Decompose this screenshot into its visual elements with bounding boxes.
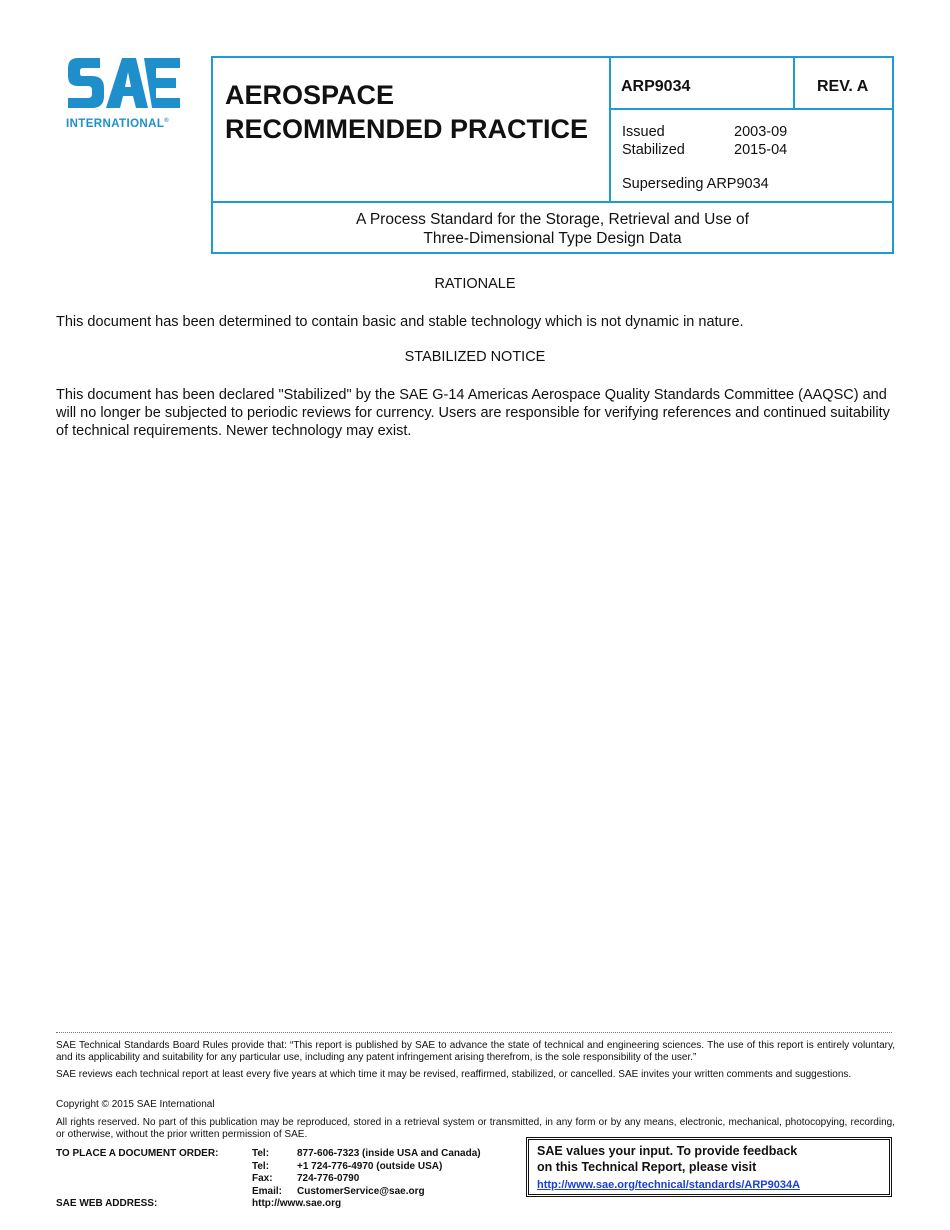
doc-number: ARP9034 [621, 78, 691, 95]
rights-text: All rights reserved. No part of this publication may be reproduced, stored in a retrieval system or transmitted, in any form or by any means, electronic, mechanical, photocopying, recording, or otherwise, without the prior written permission of SAE. [56, 1117, 895, 1140]
stabilized-notice-text: This document has been declared "Stabilized" by the SAE G-14 Americas Aerospace Quality Standards Committee (AAQSC) and will no longer be subjected to periodic reviews for currency. Users are responsible for verifying references and continued suitability of technical requirements. Newer technology may exist. [56, 387, 890, 439]
rationale-heading: RATIONALE [434, 276, 516, 292]
issued-date: 2003-09 [734, 124, 788, 140]
feedback-box [526, 1137, 892, 1197]
document-type-title: AEROSPACE RECOMMENDED PRACTICE [225, 80, 589, 144]
issued-label: Issued [622, 124, 665, 140]
order-label: TO PLACE A DOCUMENT ORDER: [56, 1148, 219, 1159]
dates-block [622, 123, 787, 159]
revision: REV. A [817, 78, 869, 95]
web-address-label: SAE WEB ADDRESS: [56, 1198, 158, 1209]
footer-divider [56, 1032, 892, 1033]
feedback-line-2: on this Technical Report, please visit [537, 1160, 757, 1174]
sae-logo [66, 54, 186, 134]
contact-row: Email: CustomerService@sae.org [252, 1185, 425, 1197]
document-header [211, 56, 894, 254]
review-text: SAE reviews each technical report at least every five years at which time it may be revised, reaffirmed, stabilized, or cancelled. SAE invites your written comments and suggestions. [56, 1069, 852, 1080]
contact-row: Fax: 724-776-0790 [252, 1173, 360, 1184]
stabilized-label: Stabilized [622, 142, 685, 158]
board-rules-text: SAE Technical Standards Board Rules provide that: “This report is published by SAE to advance the state of technical and engineering sciences. The use of this report is entirely voluntary, and its applicability and suitability for any particular use, including any patent infringement arising therefrom, is the sole responsibility of the user.” [56, 1040, 895, 1063]
web-address[interactable]: http://www.sae.org [252, 1198, 342, 1209]
feedback-line-1: SAE values your input. To provide feedback [537, 1144, 798, 1158]
sae-logo-mark [66, 54, 182, 112]
stabilized-date: 2015-04 [734, 142, 788, 158]
title-cell [213, 58, 611, 201]
feedback-link[interactable]: http://www.sae.org/technical/standards/ARP9034A [537, 1179, 801, 1191]
document-subtitle: A Process Standard for the Storage, Retrieval and Use of Three-Dimensional Type Design Data [213, 201, 892, 252]
contact-row: Tel: 877-606-7323 (inside USA and Canada) [252, 1148, 481, 1159]
contact-row: Tel: +1 724-776-4970 (outside USA) [252, 1160, 443, 1172]
rationale-text: This document has been determined to contain basic and stable technology which is not dynamic in nature. [56, 314, 744, 330]
stabilized-notice-heading: STABILIZED NOTICE [404, 349, 546, 365]
revision-cell [795, 58, 892, 110]
copyright: Copyright © 2015 SAE International [56, 1099, 215, 1110]
doc-number-cell [611, 58, 795, 110]
logo-subtitle: INTERNATIONAL® [66, 118, 170, 130]
contact-list [252, 1148, 481, 1198]
superseding-note: Superseding ARP9034 [622, 176, 769, 192]
